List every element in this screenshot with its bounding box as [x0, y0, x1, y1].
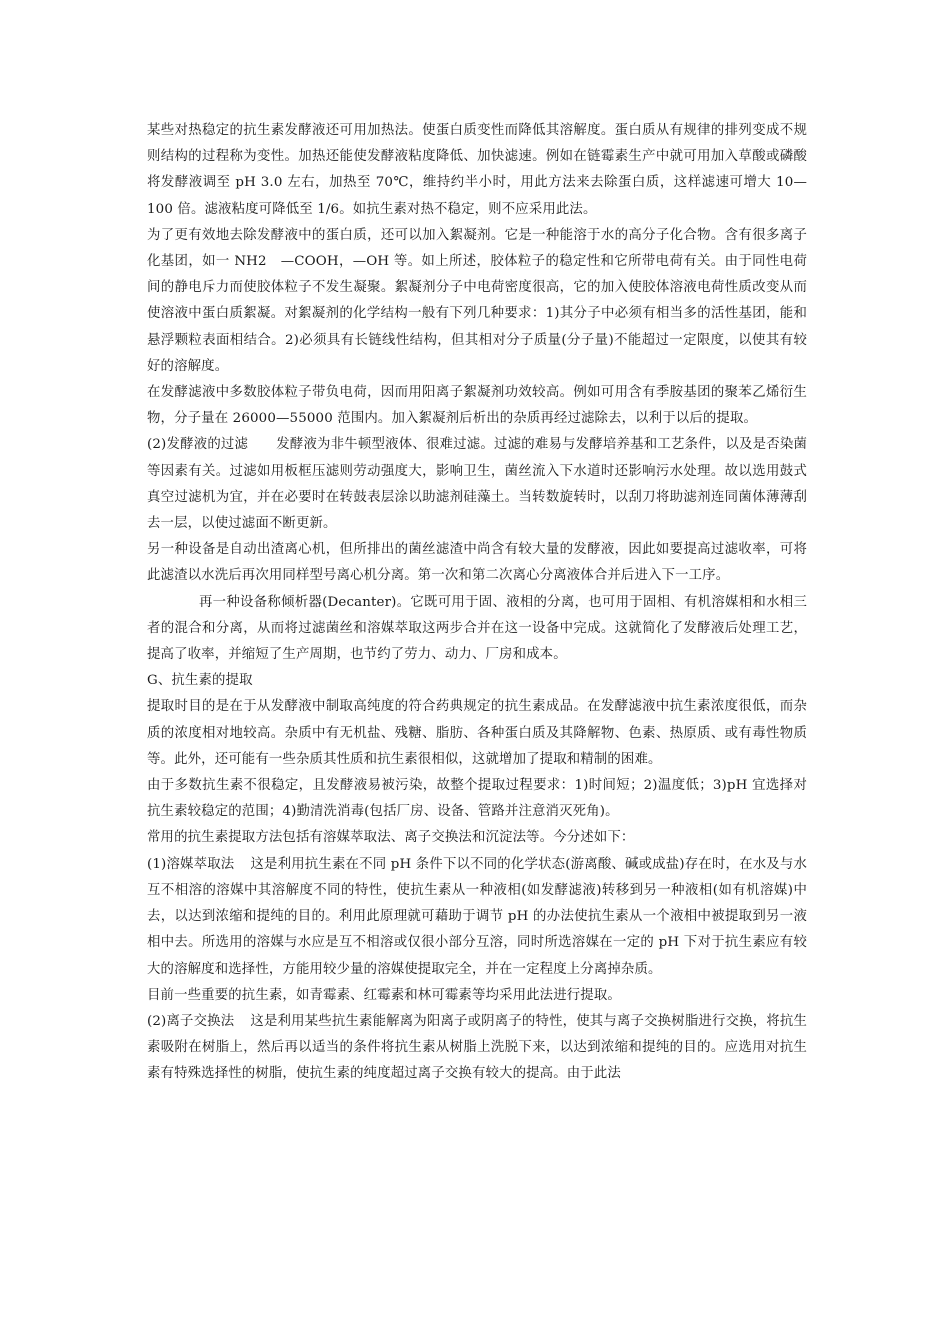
- solvent-label: (1)溶媒萃取法: [147, 856, 235, 872]
- paragraph-centrifuge: 另一种设备是自动出渣离心机，但所排出的菌丝滤渣中尚含有较大量的发酵液，因此如要提高过滤收率，可将此滤渣以水洗后再次用同样型号离心机分离。第一次和第二次离心分离液体合并后进入下一工序。: [147, 542, 807, 584]
- document-page: [147, 118, 807, 1088]
- paragraph-flocculant: 为了更有效地去除发酵液中的蛋白质，还可以加入絮凝剂。它是一种能溶于水的高分子化合物。含有很多离子化基团，如一 NH2 —COOH，—OH 等。如上所述，胶体粒子的稳定性和它所带电荷有关。由于同性电荷间的静电斥力而使胶体粒子不发生凝聚。絮凝剂分子中电荷密度很高，它的加入使胶体溶液电荷性质改变从而使溶液中蛋白质絮凝。对絮凝剂的化学结构一般有下列几种要求：1)其分子中必须有相当多的活性基团，能和悬浮颗粒表面相结合。2)必须具有长链线性结构，但其相对分子质量(分子量)不能超过一定限度，以使其有较好的溶解度。: [147, 227, 807, 374]
- paragraph-extraction-purpose: 提取时目的是在于从发酵液中制取高纯度的符合药典规定的抗生素成品。在发酵滤液中抗生素浓度很低，而杂质的浓度相对地较高。杂质中有无机盐、残糖、脂肪、各种蛋白质及其降解物、色素、热原质、或有毒性物质等。此外，还可能有一些杂质其性质和抗生素很相似，这就增加了提取和精制的困难。: [147, 699, 807, 767]
- ion-exchange-label: (2)离子交换法: [147, 1013, 235, 1029]
- paragraph-heat-method: 某些对热稳定的抗生素发酵液还可用加热法。使蛋白质变性而降低其溶解度。蛋白质从有规律的排列变成不规则结构的过程称为变性。加热还能使发酵液粘度降低、加快滤速。例如在链霉素生产中就可用加入草酸或磷酸将发酵液调至 pH 3.0 左右，加热至 70℃，维持约半小时，用此方法来去除蛋白质，这样滤速可增大 10—100 倍。滤液粘度可降低至 1/6。如抗生素对热不稳定，则不应采用此法。: [147, 123, 807, 217]
- paragraph-extraction-methods: 常用的抗生素提取方法包括有溶媒萃取法、离子交换法和沉淀法等。今分述如下：: [147, 830, 635, 846]
- paragraph-ion-exchange: [147, 1009, 807, 1088]
- paragraph-solvent-note: 目前一些重要的抗生素，如青霉素、红霉素和林可霉素等均采用此法进行提取。: [147, 987, 621, 1003]
- solvent-text: 这是利用抗生素在不同 pH 条件下以不同的化学状态(游离酸、碱或成盐)存在时，在水及与水互不相溶的溶媒中其溶解度不同的特性，使抗生素从一种液相(如发酵滤液)转移到另一种液相(如有机溶媒)中去，以达到浓缩和提纯的目的。利用此原理就可藉助于调节 pH 的办法使抗生素从一个液相中被提取到另一液相中去。所选用的溶媒与水应是互不相溶或仅很小部分互溶，同时所选溶媒在一定的 pH 下对于抗生素应有较大的溶解度和选择性，方能用较少量的溶媒使提取完全，并在一定程度上分离掉杂质。: [147, 856, 807, 977]
- paragraph-extraction-requirements: 由于多数抗生素不很稳定，且发酵液易被污染，故整个提取过程要求：1)时间短；2)温度低；3)pH 宜选择对抗生素较稳定的范围；4)勤清洗消毒(包括厂房、设备、管路并注意消灭死角)。: [147, 778, 807, 820]
- section-heading: G、抗生素的提取: [147, 673, 253, 689]
- paragraph-solvent-extraction: [147, 852, 807, 983]
- paragraph-filtration: [147, 432, 807, 537]
- filtration-label: (2)发酵液的过滤: [147, 437, 249, 453]
- paragraph-decanter: 再一种设备称倾析器(Decanter)。它既可用于固、液相的分离，也可用于固相、有机溶媒相和水相三者的混合和分离，从而将过滤菌丝和溶媒萃取这两步合并在这一设备中完成。这就简化了发酵液后处理工艺，提高了收率，并缩短了生产周期，也节约了劳力、动力、厂房和成本。: [147, 594, 807, 663]
- paragraph-cationic-flocculant: 在发酵滤液中多数胶体粒子带负电荷，因而用阳离子絮凝剂功效较高。例如可用含有季胺基团的聚苯乙烯衍生物，分子量在 26000—55000 范围内。加入絮凝剂后析出的杂质再经过滤除去，以利于以后的提取。: [147, 385, 807, 427]
- filtration-text: 发酵液为非牛顿型液体、很难过滤。过滤的难易与发酵培养基和工艺条件，以及是否染菌等因素有关。过滤如用板框压滤则劳动强度大，影响卫生，菌丝流入下水道时还影响污水处理。故以选用鼓式真空过滤机为宜，并在必要时在转鼓表层涂以助滤剂硅藻土。当转数旋转时，以刮刀将助滤剂连同菌体薄薄刮去一层，以使过滤面不断更新。: [147, 437, 807, 532]
- ion-exchange-text: 这是利用某些抗生素能解离为阳离子或阴离子的特性，使其与离子交换树脂进行交换，将抗生素吸附在树脂上，然后再以适当的条件将抗生素从树脂上洗脱下来，以达到浓缩和提纯的目的。应选用对抗生素有特殊选择性的树脂，使抗生素的纯度超过离子交换有较大的提高。由于此法: [147, 1013, 807, 1082]
